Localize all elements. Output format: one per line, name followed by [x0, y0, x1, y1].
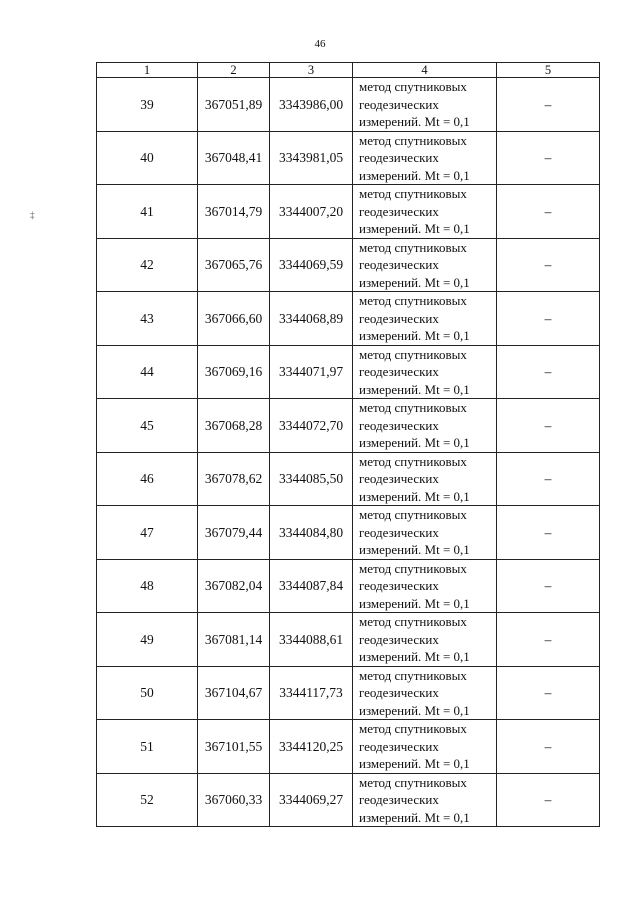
method-cell	[353, 78, 497, 132]
coord-y-cell: 3344072,70	[270, 399, 353, 453]
method-line: геодезических	[359, 471, 439, 486]
coord-x-cell: 367051,89	[198, 78, 270, 132]
table-row	[97, 345, 600, 399]
method-line: геодезических	[359, 150, 439, 165]
method-line: геодезических	[359, 203, 439, 219]
method-line: измерений. Mt = 0,1	[359, 809, 470, 825]
method-line: измерений. Mt = 0,1	[359, 542, 470, 557]
note-cell: –	[497, 666, 600, 720]
table-header-row	[97, 63, 600, 78]
method-cell	[353, 559, 497, 613]
note-cell: –	[497, 720, 600, 774]
point-number-cell: 43	[97, 292, 198, 346]
method-line: метод спутниковых	[359, 132, 467, 148]
coord-y-cell: 3343986,00	[270, 78, 353, 132]
point-number-cell: 40	[97, 131, 198, 185]
table-row	[97, 399, 600, 453]
coord-x-cell: 367065,76	[198, 238, 270, 292]
coord-x-cell: 367068,28	[198, 399, 270, 453]
method-line: метод спутниковых	[359, 453, 467, 469]
note-cell: –	[497, 292, 600, 346]
table-row	[97, 666, 600, 720]
method-cell	[353, 720, 497, 774]
point-number-cell: 46	[97, 452, 198, 506]
header-col-5: 5	[497, 63, 600, 78]
coord-x-cell: 367104,67	[198, 666, 270, 720]
table-row	[97, 613, 600, 667]
method-line: метод спутниковых	[359, 186, 467, 201]
method-line: метод спутниковых	[359, 239, 467, 255]
method-cell	[353, 345, 497, 399]
header-col-3: 3	[270, 63, 353, 78]
method-line: измерений. Mt = 0,1	[359, 756, 470, 771]
method-line: метод спутниковых	[359, 721, 467, 736]
method-line: измерений. Mt = 0,1	[359, 167, 470, 183]
method-cell	[353, 613, 497, 667]
point-number-cell: 44	[97, 345, 198, 399]
coord-x-cell: 367069,16	[198, 345, 270, 399]
note-cell: –	[497, 773, 600, 827]
coord-x-cell: 367066,60	[198, 292, 270, 346]
coord-x-cell: 367081,14	[198, 613, 270, 667]
table-row	[97, 131, 600, 185]
method-line: измерений. Mt = 0,1	[359, 381, 470, 397]
method-line: измерений. Mt = 0,1	[359, 435, 470, 450]
coord-y-cell: 3344068,89	[270, 292, 353, 346]
method-line: измерений. Mt = 0,1	[359, 702, 470, 718]
method-line: измерений. Mt = 0,1	[359, 328, 470, 343]
coord-y-cell: 3344007,20	[270, 185, 353, 239]
point-number-cell: 47	[97, 506, 198, 560]
table-body	[97, 78, 600, 827]
table-row	[97, 185, 600, 239]
coord-x-cell: 367082,04	[198, 559, 270, 613]
note-cell: –	[497, 452, 600, 506]
coord-y-cell: 3344088,61	[270, 613, 353, 667]
point-number-cell: 49	[97, 613, 198, 667]
method-line: геодезических	[359, 310, 439, 326]
method-line: метод спутниковых	[359, 293, 467, 308]
coord-x-cell: 367048,41	[198, 131, 270, 185]
coord-y-cell: 3344069,59	[270, 238, 353, 292]
coord-y-cell: 3344087,84	[270, 559, 353, 613]
table-row	[97, 559, 600, 613]
note-cell: –	[497, 506, 600, 560]
note-cell: –	[497, 131, 600, 185]
method-line: метод спутниковых	[359, 79, 467, 94]
note-cell: –	[497, 238, 600, 292]
method-cell	[353, 131, 497, 185]
point-number-cell: 41	[97, 185, 198, 239]
coord-x-cell: 367078,62	[198, 452, 270, 506]
coord-y-cell: 3344071,97	[270, 345, 353, 399]
method-cell	[353, 238, 497, 292]
coordinates-table	[96, 62, 600, 827]
coord-x-cell: 367014,79	[198, 185, 270, 239]
table-row	[97, 506, 600, 560]
point-number-cell: 45	[97, 399, 198, 453]
method-line: геодезических	[359, 631, 439, 647]
point-number-cell: 52	[97, 773, 198, 827]
method-cell	[353, 399, 497, 453]
method-line: геодезических	[359, 364, 439, 379]
margin-mark: ‡	[30, 210, 35, 220]
method-line: метод спутниковых	[359, 346, 467, 362]
method-cell	[353, 185, 497, 239]
method-line: геодезических	[359, 685, 439, 700]
method-line: метод спутниковых	[359, 400, 467, 415]
coord-y-cell: 3343981,05	[270, 131, 353, 185]
coord-y-cell: 3344117,73	[270, 666, 353, 720]
note-cell: –	[497, 399, 600, 453]
point-number-cell: 51	[97, 720, 198, 774]
coord-x-cell: 367060,33	[198, 773, 270, 827]
note-cell: –	[497, 613, 600, 667]
coord-y-cell: 3344069,27	[270, 773, 353, 827]
coord-x-cell: 367101,55	[198, 720, 270, 774]
method-line: измерений. Mt = 0,1	[359, 595, 470, 611]
method-line: геодезических	[359, 578, 439, 593]
note-cell: –	[497, 185, 600, 239]
method-line: метод спутниковых	[359, 667, 467, 683]
header-col-4: 4	[353, 63, 497, 78]
header-col-1: 1	[97, 63, 198, 78]
table-row	[97, 773, 600, 827]
method-line: метод спутниковых	[359, 614, 467, 629]
method-line: метод спутниковых	[359, 774, 467, 790]
method-line: геодезических	[359, 792, 439, 807]
method-line: метод спутниковых	[359, 507, 467, 522]
method-line: измерений. Mt = 0,1	[359, 221, 470, 236]
method-cell	[353, 773, 497, 827]
method-line: геодезических	[359, 738, 439, 754]
coord-y-cell: 3344085,50	[270, 452, 353, 506]
point-number-cell: 39	[97, 78, 198, 132]
method-line: геодезических	[359, 257, 439, 272]
method-line: измерений. Mt = 0,1	[359, 488, 470, 504]
method-line: измерений. Mt = 0,1	[359, 649, 470, 664]
coord-y-cell: 3344120,25	[270, 720, 353, 774]
coord-y-cell: 3344084,80	[270, 506, 353, 560]
table-row	[97, 238, 600, 292]
table-row	[97, 720, 600, 774]
page-number: 46	[314, 38, 326, 50]
coord-x-cell: 367079,44	[198, 506, 270, 560]
method-cell	[353, 506, 497, 560]
note-cell: –	[497, 78, 600, 132]
method-cell	[353, 666, 497, 720]
method-line: метод спутниковых	[359, 560, 467, 576]
note-cell: –	[497, 559, 600, 613]
method-line: геодезических	[359, 96, 439, 112]
table-row	[97, 78, 600, 132]
method-line: геодезических	[359, 524, 439, 540]
method-cell	[353, 452, 497, 506]
header-col-2: 2	[198, 63, 270, 78]
point-number-cell: 50	[97, 666, 198, 720]
method-line: измерений. Mt = 0,1	[359, 274, 470, 290]
note-cell: –	[497, 345, 600, 399]
table-row	[97, 452, 600, 506]
method-cell	[353, 292, 497, 346]
method-line: геодезических	[359, 417, 439, 433]
table-row	[97, 292, 600, 346]
point-number-cell: 42	[97, 238, 198, 292]
point-number-cell: 48	[97, 559, 198, 613]
method-line: измерений. Mt = 0,1	[359, 114, 470, 129]
